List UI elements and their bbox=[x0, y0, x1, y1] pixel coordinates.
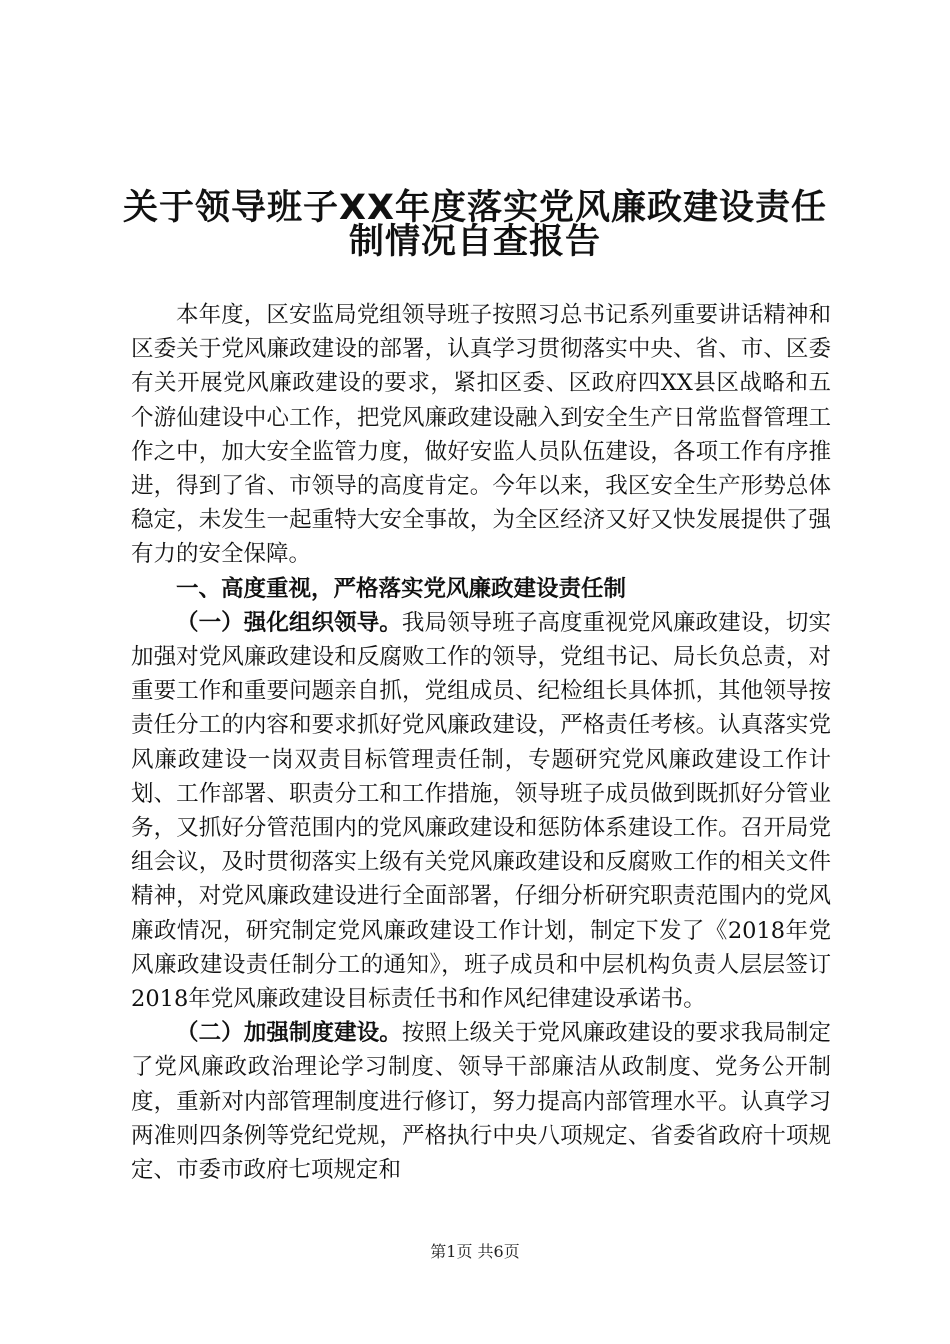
document-title-line-2: 制情况自查报告 bbox=[348, 222, 601, 262]
document-body bbox=[131, 298, 831, 1187]
paragraph-1 bbox=[131, 606, 831, 1016]
paragraph-2 bbox=[131, 1016, 831, 1187]
page-number-footer: 第1页 共6页 bbox=[430, 1242, 520, 1261]
paragraph-1-lead: （一）强化组织领导。 bbox=[176, 609, 402, 636]
paragraph-2-lead: （二）加强制度建设。 bbox=[176, 1020, 402, 1047]
paragraph-2-text: 按照上级关于党风廉政建设的要求我局制定了党风廉政政治理论学习制度、领导干部廉洁从政制度、党务公开制度，重新对内部管理制度进行修订，努力提高内部管理水平。认真学习两准则四条例等党纪党规，严格执行中央八项规定、省委省政府十项规定、市委市政府七项规定和 bbox=[131, 1020, 831, 1184]
document-title-line-1: 关于领导班子XX年度落实党风廉政建设责任 bbox=[123, 188, 827, 228]
intro-paragraph: 本年度，区安监局党组领导班子按照习总书记系列重要讲话精神和区委关于党风廉政建设的部署，认真学习贯彻落实中央、省、市、区委有关开展党风廉政建设的要求，紧扣区委、区政府四XX县区战略和五个游仙建设中心工作，把党风廉政建设融入到安全生产日常监督管理工作之中，加大安全监管力度，做好安监人员队伍建设，各项工作有序推进，得到了省、市领导的高度肯定。今年以来，我区安全生产形势总体稳定，未发生一起重特大安全事故，为全区经济又好又快发展提供了强有力的安全保障。 bbox=[131, 302, 831, 568]
paragraph-1-text: 我局领导班子高度重视党风廉政建设，切实加强对党风廉政建设和反腐败工作的领导，党组书记、局长负总责，对重要工作和重要问题亲自抓，党组成员、纪检组长具体抓，其他领导按责任分工的内容和要求抓好党风廉政建设，严格责任考核。认真落实党风廉政建设一岗双责目标管理责任制，专题研究党风廉政建设工作计划、工作部署、职责分工和工作措施，领导班子成员做到既抓好分管业务，又抓好分管范围内的党风廉政建设和惩防体系建设工作。召开局党组会议，及时贯彻落实上级有关党风廉政建设和反腐败工作的相关文件精神，对党风廉政建设进行全面部署，仔细分析研究职责范围内的党风廉政情况，研究制定党风廉政建设工作计划，制定下发了《2018年党风廉政建设责任制分工的通知》，班子成员和中层机构负责人层层签订2018年党风廉政建设目标责任书和作风纪律建设承诺书。 bbox=[131, 609, 831, 1013]
section-1-heading: 一、高度重视，严格落实党风廉政建设责任制 bbox=[176, 575, 627, 602]
